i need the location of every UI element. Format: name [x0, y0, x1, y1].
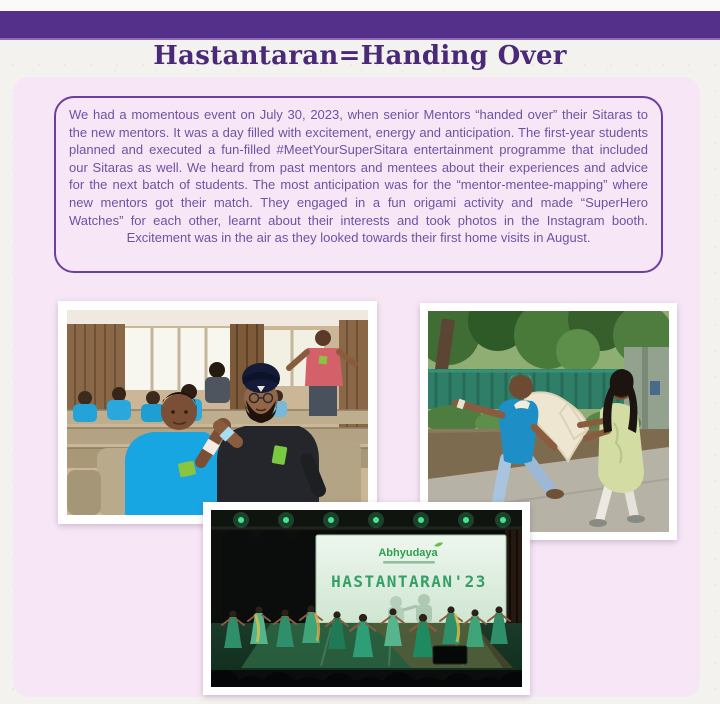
screen-subtitle-bar: [383, 561, 435, 564]
stage-illustration: [211, 510, 522, 687]
photo-stage-performance: [203, 502, 530, 695]
garden-illustration: [428, 311, 669, 532]
top-white-strip: [0, 0, 720, 11]
header-bar: [0, 11, 720, 40]
screen-title-text: HASTANTARAN'23: [331, 572, 487, 591]
intro-text-box: [54, 96, 663, 273]
intro-paragraph: We had a momentous event on July 30, 2023, when senior Mentors “handed over” their Sitaras to the new mentors. It was a day filled with excitement, energy and anticipation. The first-year students planned and executed a fun-filled #MeetYourSuperSitara entertainment programme that included our Sitaras as well. We heard from past mentors and mentees about their experiences and advice for the next batch of students. The most anticipation was for the “mentor-mentee-mapping” where new mentors got their match. They engaged in a fun origami activity and made “SuperHero Watches” for each other, learnt about their interests and took photos in the Instagram booth. Excitement was in the air as they looked towards their first home visits in August.: [69, 107, 648, 246]
auditorium-illustration: [67, 310, 368, 515]
screen-brand-text: Abhyudaya: [378, 547, 438, 559]
page-title: Hastantaran=Handing Over: [153, 41, 567, 71]
projection-screen: [316, 535, 506, 623]
stage-speaker: [433, 646, 467, 664]
photo-auditorium-fistbump: [58, 301, 377, 524]
